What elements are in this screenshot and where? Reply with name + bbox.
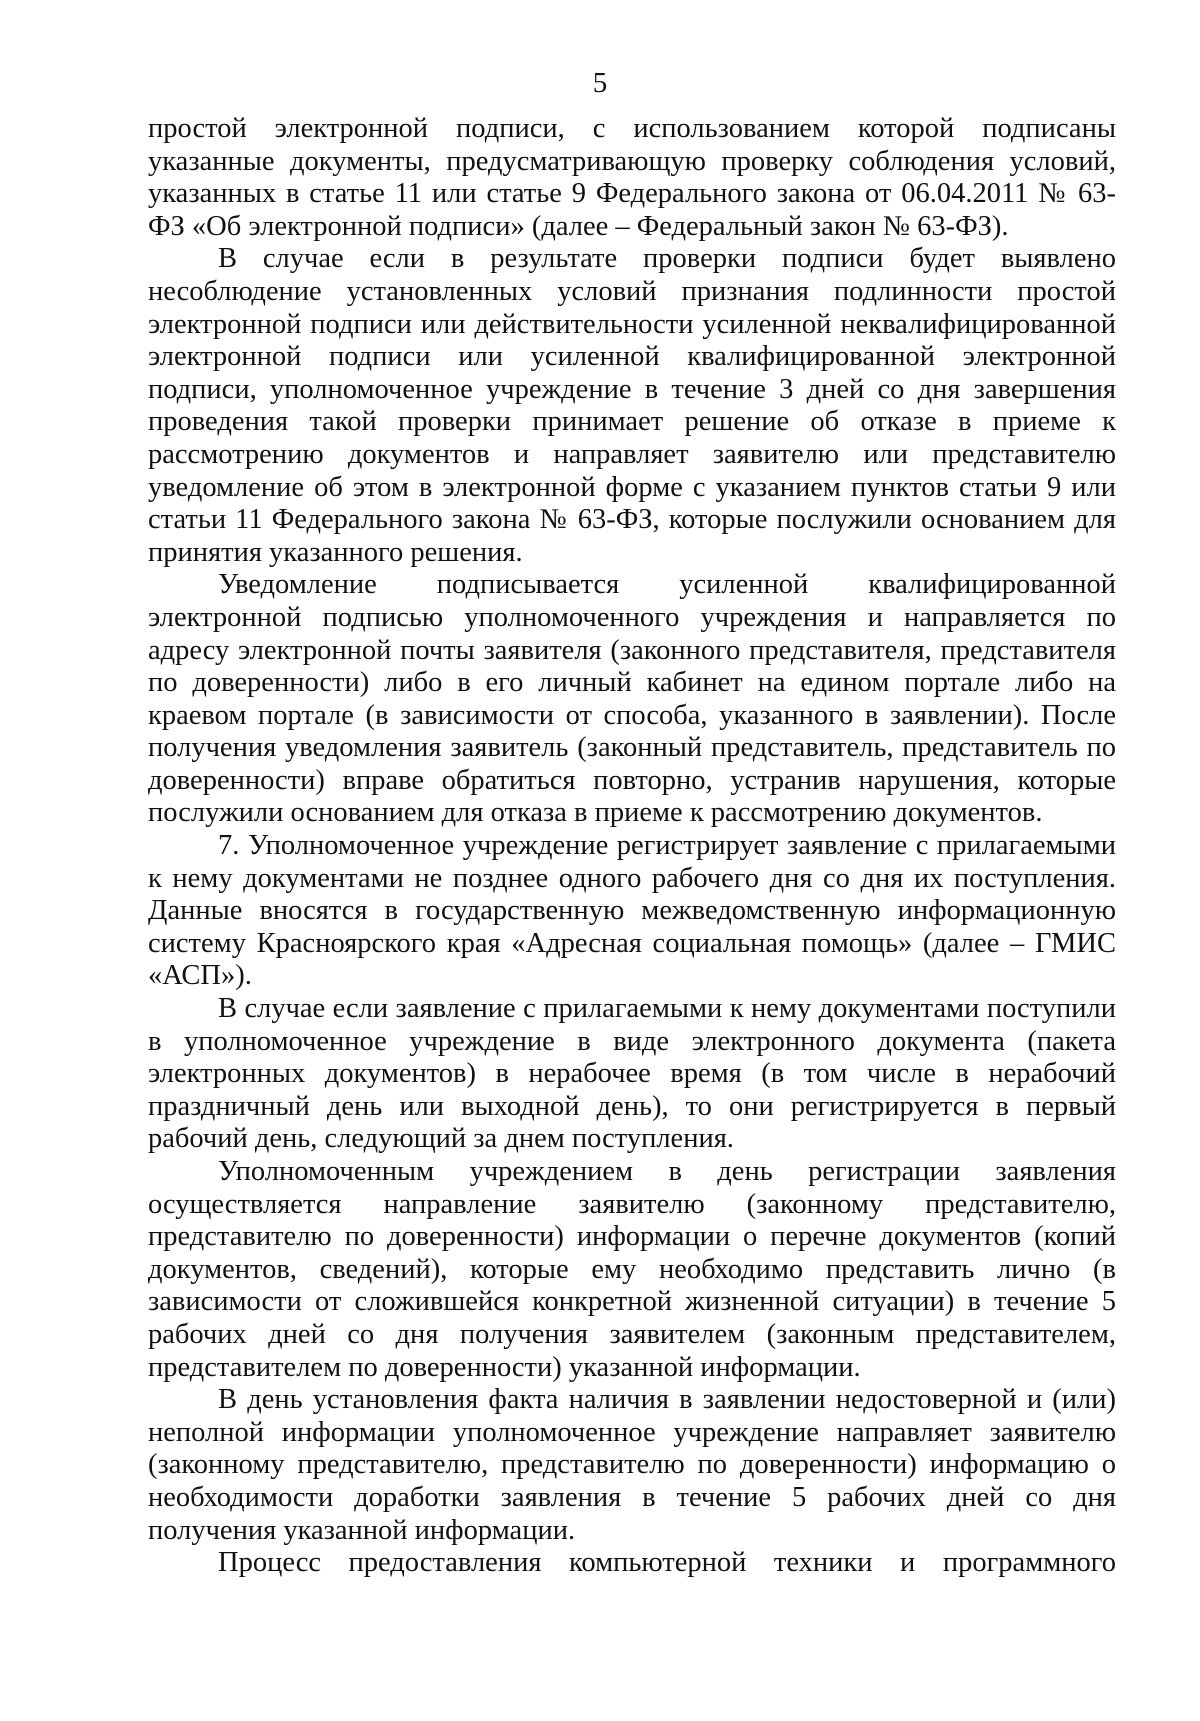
paragraph-computer-equipment: Процесс предоставления компьютерной техники и программного	[218, 1547, 1116, 1579]
paragraph-document-list: Уполномоченным учреждением в день регистрации заявления осуществляется направление заявителю (законному представителю, представителю по доверенности) информации о перечне документов (копий документов, сведений), которые ему необходимо представить лично (в зависимости от сложившейся конкретной жизненной ситуации) в течение 5 рабочих дней со дня получения заявителем (законным представителем, представителем по доверенности) указанной информации.	[148, 1156, 1116, 1383]
paragraph-registration: 7. Уполномоченное учреждение регистрирует заявление с прилагаемыми к нему документами не позднее одного рабочего дня со дня их поступления. Данные вносятся в государственную межведомственную информационную систему Красноярского края «Адресная социальная помощь» (далее – ГМИС «АСП»).	[148, 830, 1116, 992]
paragraph-incomplete-info: В день установления факта наличия в заявлении недостоверной и (или) неполной информации уполномоченное учреждение направляет заявителю (законному представителю, представителю по доверенности) информацию о необходимости доработки заявления в течение 5 рабочих дней со дня получения указанной информации.	[148, 1384, 1116, 1546]
paragraph-signature-verification: простой электронной подписи, с использованием которой подписаны указанные документы, предусматривающую проверку соблюдения условий, указанных в статье 11 или статье 9 Федерального закона от 06.04.2011 № 63-ФЗ «Об электронной подписи» (далее – Федеральный закон № 63-ФЗ).	[148, 113, 1116, 242]
page-number: 5	[592, 67, 608, 99]
paragraph-notification-signing: Уведомление подписывается усиленной квалифицированной электронной подписью уполномоченного учреждения и направляется по адресу электронной почты заявителя (законного представителя, представителя по доверенности) либо в его личный кабинет на едином портале либо на краевом портале (в зависимости от способа, указанного в заявлении). После получения уведомления заявитель (законный представитель, представитель по доверенности) вправе обратиться повторно, устранив нарушения, которые послужили основанием для отказа в приеме к рассмотрению документов.	[148, 569, 1116, 829]
document-body	[148, 113, 1116, 1580]
paragraph-refusal-notice: В случае если в результате проверки подписи будет выявлено несоблюдение установленных условий признания подлинности простой электронной подписи или действительности усиленной неквалифицированной электронной подписи или усиленной квалифицированной электронной подписи, уполномоченное учреждение в течение 3 дней со дня завершения проведения такой проверки принимает решение об отказе в приеме к рассмотрению документов и направляет заявителю или представителю уведомление об этом в электронной форме с указанием пунктов статьи 9 или статьи 11 Федерального закона № 63-ФЗ, которые послужили основанием для принятия указанного решения.	[148, 243, 1116, 568]
paragraph-nonworking-time: В случае если заявление с прилагаемыми к нему документами поступили в уполномоченное учреждение в виде электронного документа (пакета электронных документов) в нерабочее время (в том числе в нерабочий праздничный день или выходной день), то они регистрируется в первый рабочий день, следующий за днем поступления.	[148, 993, 1116, 1155]
